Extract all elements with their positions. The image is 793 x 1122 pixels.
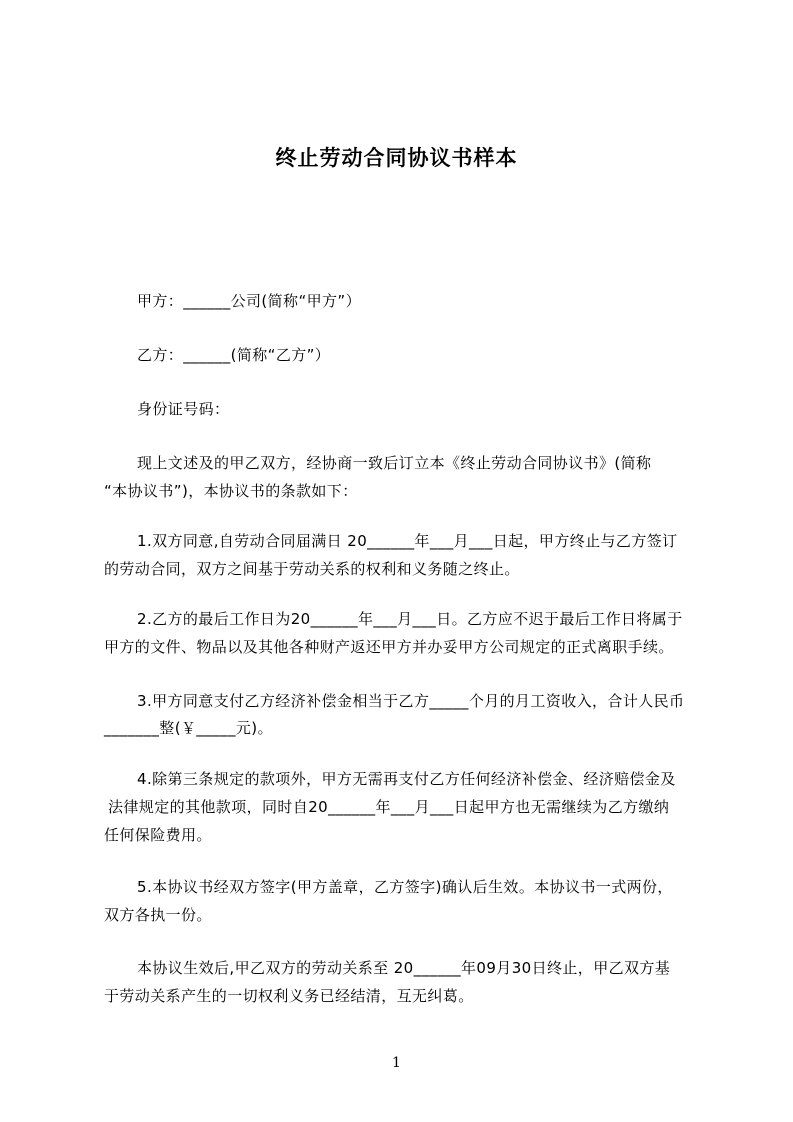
clause-4-line-1: 4.除第三条规定的款项外，甲方无需再支付乙方任何经济补偿金、经济赔偿金及 [137, 770, 676, 788]
party-b-line: 乙方：______(简称“乙方”） [137, 346, 331, 364]
clause-3-line-2: _______整(￥_____元)。 [104, 719, 273, 737]
intro-line-2: “本协议书”)，本协议书的条款如下： [104, 482, 358, 500]
closing-line-1: 本协议生效后,甲乙双方的劳动关系至 20______年09月30日终止，甲乙双方基 [137, 959, 671, 977]
clause-2-line-2: 甲方的文件、物品以及其他各种财产返还甲方并办妥甲方公司规定的正式离职手续。 [104, 638, 674, 656]
clause-1-line-2: 的劳动合同，双方之间基于劳动关系的权利和义务随之终止。 [104, 560, 520, 578]
clause-5-line-1: 5.本协议书经双方签字(甲方盖章，乙方签字)确认后生效。本协议书一式两份， [137, 878, 673, 896]
page-number: 1 [392, 1055, 401, 1071]
party-a-line: 甲方：______公司(简称“甲方”） [137, 292, 361, 310]
document-title: 终止劳动合同协议书样本 [275, 146, 518, 170]
clause-4-line-3: 任何保险费用。 [104, 826, 212, 844]
closing-line-2: 于劳动关系产生的一切权利义务已经结清，互无纠葛。 [104, 987, 474, 1005]
clause-1-line-1: 1.双方同意,自劳动合同届满日 20______年___月___日起，甲方终止与乙方签订 [137, 532, 678, 550]
clause-2-line-1: 2.乙方的最后工作日为20______年___月___日。乙方应不迟于最后工作日将属于 [137, 610, 683, 628]
id-number-line: 身份证号码： [137, 400, 230, 418]
clause-5-line-2: 双方各执一份。 [104, 906, 212, 924]
intro-line-1: 现上文述及的甲乙双方，经协商一致后订立本《终止劳动合同协议书》(简称 [137, 454, 652, 472]
clause-4-line-2: 法律规定的其他款项，同时自20______年___月___日起甲方也无需继续为乙方缴纳 [108, 798, 670, 816]
clause-3-line-1: 3.甲方同意支付乙方经济补偿金相当于乙方_____个月的月工资收入，合计人民币 [137, 692, 685, 710]
